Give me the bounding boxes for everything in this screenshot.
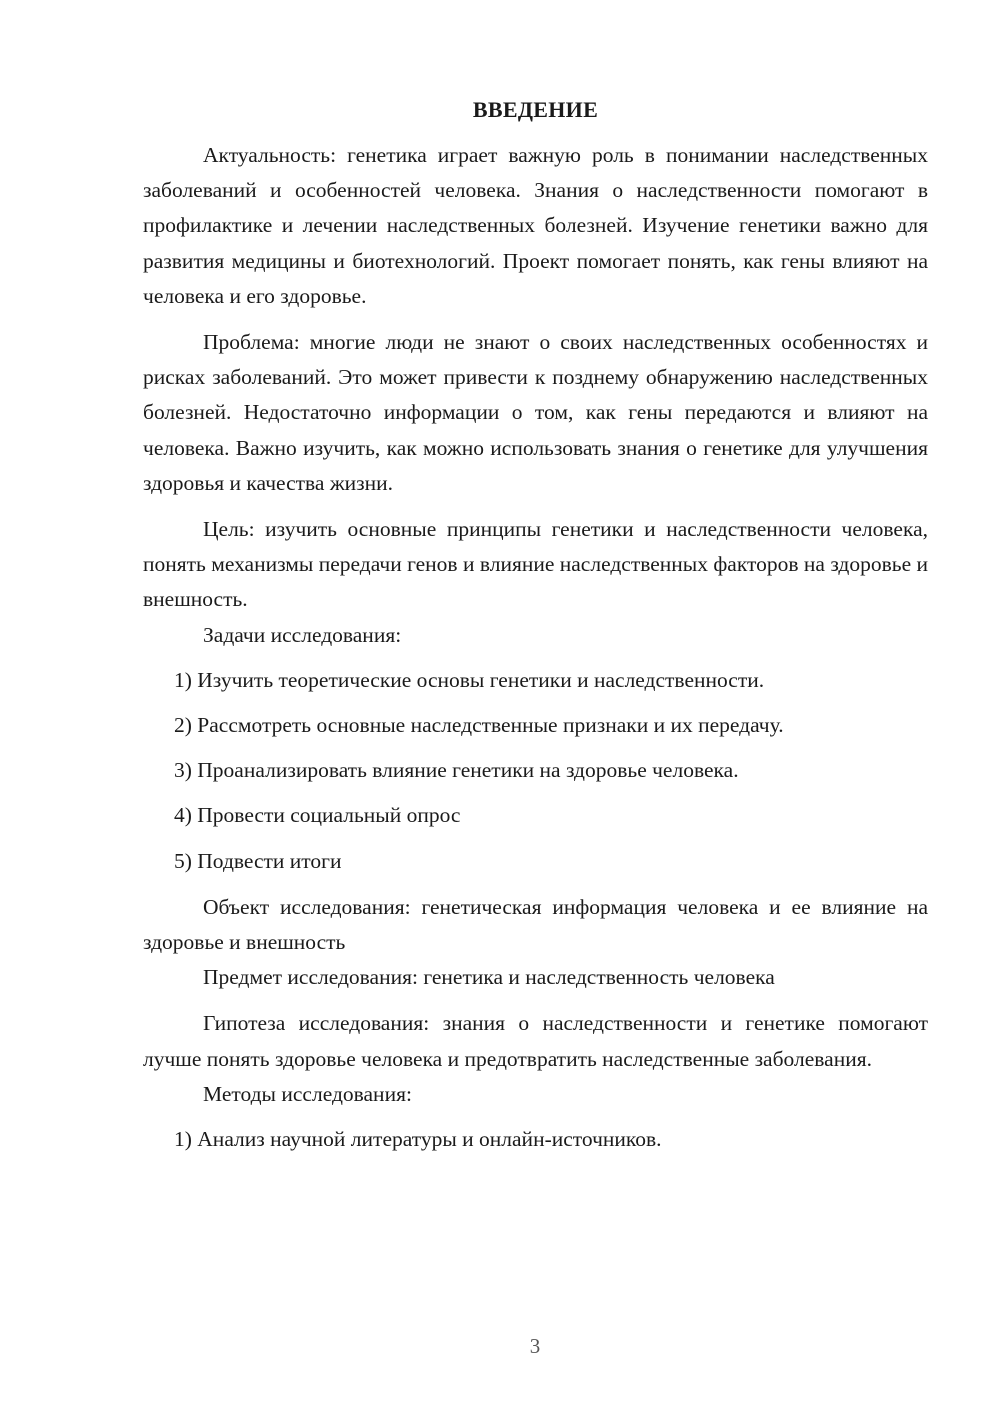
problem-paragraph: Проблема: многие люди не знают о своих наследственных особенностях и рисках заболеваний. Это может привести к позднему обнаружению наследственных болезней. Недостаточно информации о том, как гены передаются и влияют на человека. Важно изучить, как можно использовать знания о генетике для улучшения здоровья и качества жизни. [143, 330, 928, 495]
relevance-paragraph: Актуальность: генетика играет важную роль в понимании наследственных заболеваний и особенностей человека. Знания о наследственности помогают в профилактике и лечении наследственных болезней. Изучение генетики важно для развития медицины и биотехнологий. Проект помогает понять, как гены влияют на человека и его здоровье. [143, 143, 928, 308]
method-item-1: 1) Анализ научной литературы и онлайн-источников. [174, 1127, 662, 1152]
goal-paragraph: Цель: изучить основные принципы генетики и наследственности человека, понять механизмы передачи генов и влияние наследственных факторов на здоровье и внешность. [143, 517, 928, 612]
page-heading: ВВЕДЕНИЕ [472, 97, 599, 122]
task-item-3: 3) Проанализировать влияние генетики на здоровье человека. [174, 758, 739, 783]
page-number: 3 [529, 1334, 541, 1358]
methods-title: Методы исследования: [203, 1081, 412, 1106]
tasks-title: Задачи исследования: [203, 622, 402, 647]
object-paragraph: Объект исследования: генетическая информация человека и ее влияние на здоровье и внешность [143, 894, 928, 955]
task-item-2: 2) Рассмотреть основные наследственные признаки и их передачу. [174, 713, 784, 738]
task-item-4: 4) Провести социальный опрос [174, 803, 461, 828]
task-item-5: 5) Подвести итоги [174, 848, 342, 873]
hypothesis-paragraph: Гипотеза исследования: знания о наследственности и генетике помогают лучше понять здоровье человека и предотвратить наследственные заболевания. [143, 1011, 928, 1071]
document-page [143, 96, 928, 1157]
subject-paragraph: Предмет исследования: генетика и наследственность человека [203, 965, 775, 990]
task-item-1: 1) Изучить теоретические основы генетики и наследственности. [174, 667, 765, 692]
